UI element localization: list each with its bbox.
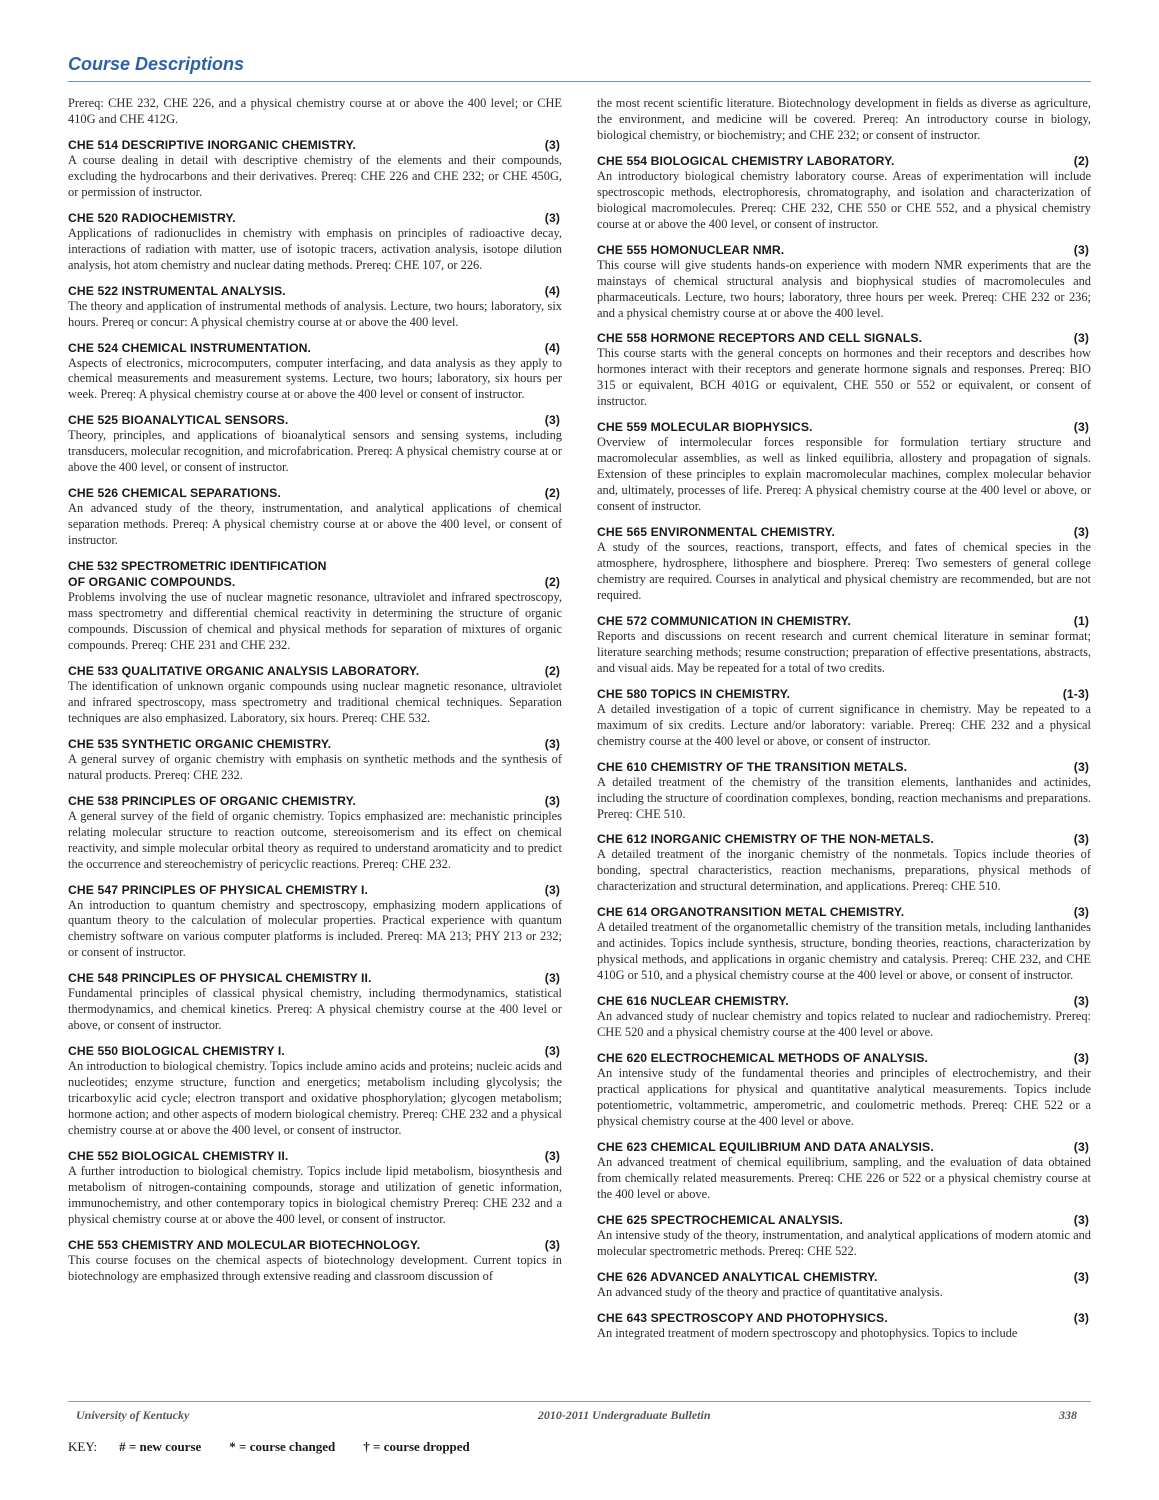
course-heading	[597, 686, 1091, 702]
course-entry	[68, 137, 562, 201]
course-title: CHE 524 CHEMICAL INSTRUMENTATION.	[68, 340, 312, 355]
course-title: CHE 526 CHEMICAL SEPARATIONS.	[68, 486, 281, 501]
course-description: A further introduction to biological chemistry. Topics include lipid metabolism, biosynthesis and metabolism of nitrogen-containing compounds, storage and utilization of genetic information, immunochemistry, and other contemporary topics in biological chemistry Prereq: CHE 232 and a physical chemistry course at or above the 400 level, or consent of instructor.	[68, 1163, 562, 1226]
course-title: CHE 623 CHEMICAL EQUILIBRIUM AND DATA ANALYSIS.	[597, 1139, 934, 1154]
course-description: This course starts with the general concepts on hormones and their receptors and describes how hormones interact with their receptors and generate hormone signals and responses. Prereq: BIO 315 or equivalent, BCH 401G or equivalent, CHE 550 or 552 or equivalent, or consent of instructor.	[597, 346, 1091, 409]
course-entry	[597, 330, 1091, 410]
course-credits: (3)	[544, 793, 560, 808]
course-title: CHE 525 BIOANALYTICAL SENSORS.	[68, 413, 289, 428]
course-title: CHE 532 SPECTROMETRIC IDENTIFICATION	[68, 559, 327, 574]
course-title: CHE 550 BIOLOGICAL CHEMISTRY I.	[68, 1044, 285, 1059]
course-title: CHE 626 ADVANCED ANALYTICAL CHEMISTRY.	[597, 1269, 878, 1284]
course-credits: (3)	[544, 210, 560, 225]
course-heading	[68, 970, 562, 986]
course-credits: (4)	[544, 283, 560, 298]
course-title: CHE 554 BIOLOGICAL CHEMISTRY LABORATORY.	[597, 153, 895, 168]
key-course-changed: * = course changed	[229, 1439, 336, 1454]
course-description: A detailed treatment of the inorganic chemistry of the nonmetals. Topics include theories of bonding, spectral characteristics, reaction mechanisms, preparations, physical methods of characterization and structural determination, and applications. Prereq: CHE 510.	[597, 847, 1091, 894]
course-description: An advanced study of nuclear chemistry and topics related to nuclear and radiochemistry. Prereq: CHE 520 and a physical chemistry course at the 400 level or above.	[597, 1009, 1091, 1040]
course-credits: (4)	[544, 340, 560, 355]
course-credits: (3)	[1073, 905, 1089, 920]
course-credits: (3)	[1073, 331, 1089, 346]
course-heading	[68, 137, 562, 153]
course-description: An introductory biological chemistry laboratory course. Areas of experimentation will include spectroscopic methods, electrophoresis, chromatography, and isolation and characterization of biological macromolecules. Prereq: CHE 232, CHE 550 or CHE 552, and a physical chemistry course at or above the 400 level, or consent of instructor.	[597, 168, 1091, 231]
course-description: A course dealing in detail with descriptive chemistry of the elements and their compounds, excluding the hydrocarbons and their derivatives. Prereq: CHE 226 and CHE 232; or CHE 450G, or permission of instructor.	[68, 152, 562, 199]
course-title: CHE 610 CHEMISTRY OF THE TRANSITION METALS.	[597, 759, 908, 774]
page-number: 338	[1058, 1408, 1077, 1422]
course-title: CHE 514 DESCRIPTIVE INORGANIC CHEMISTRY.	[68, 137, 356, 152]
page-footer	[68, 1401, 1091, 1423]
course-entry	[597, 759, 1091, 823]
course-description: A study of the sources, reactions, transport, effects, and fates of chemical species in the atmosphere, hydrosphere, lithosphere and biosphere. Prereq: Two semesters of general college chemistry are required. Courses in analytical and physical chemistry are recommended, but are not required.	[597, 540, 1091, 602]
course-entry	[597, 419, 1091, 515]
continued-text: Prereq: CHE 232, CHE 226, and a physical chemistry course at or above the 400 level; or CHE 410G and CHE 412G.	[68, 96, 562, 126]
course-title: OF ORGANIC COMPOUNDS.	[68, 575, 236, 590]
course-credits: (3)	[544, 971, 560, 986]
key-legend	[68, 1439, 470, 1455]
course-title: CHE 572 COMMUNICATION IN CHEMISTRY.	[597, 613, 852, 628]
course-heading	[597, 831, 1091, 847]
course-description: Overview of intermolecular forces responsible for formulation tertiary structure and macromolecular assemblies, as well as linked equilibria, allostery and propagation of signals. Extension of these principles to explain macromolecular machines, complex molecular behavior and, ultimately, processes of life. Prereq: A physical chemistry course at the 400 level or above, or consent of instructor.	[597, 435, 1091, 514]
course-heading	[597, 524, 1091, 540]
course-description: An integrated treatment of modern spectroscopy and photophysics. Topics to include	[597, 1325, 1018, 1340]
course-heading	[597, 330, 1091, 346]
course-description: This course focuses on the chemical aspects of biotechnology development. Current topics in biotechnology are emphasized through extensive reading and classroom discussion of	[68, 1252, 562, 1283]
course-description: Aspects of electronics, microcomputers, computer interfacing, and data analysis as they apply to chemical measurements and measurement systems. Lecture, two hours; laboratory, six hours per week. Prereq: A physical chemistry course at or above the 400 level or consent of instructor.	[68, 355, 562, 402]
course-description: A detailed investigation of a topic of current significance in chemistry. May be repeated to a maximum of six credits. Lecture and/or laboratory: variable. Prereq: CHE 232 and a physical chemistry course at the 400 level or above, or consent of instructor.	[597, 701, 1091, 748]
course-credits: (3)	[1073, 242, 1089, 257]
course-credits: (3)	[1073, 1310, 1089, 1325]
left-column	[68, 96, 562, 1294]
course-credits: (3)	[1073, 1269, 1089, 1284]
course-title: CHE 625 SPECTROCHEMICAL ANALYSIS.	[597, 1212, 843, 1227]
right-column	[597, 96, 1091, 1351]
course-heading	[597, 1310, 1091, 1326]
course-heading	[68, 283, 562, 299]
course-heading	[597, 153, 1091, 169]
course-entry	[68, 283, 562, 331]
course-entry	[68, 1237, 562, 1285]
course-entry	[68, 485, 562, 549]
course-credits: (3)	[1073, 1051, 1089, 1066]
course-description: An intensive study of the fundamental theories and principles of electrochemistry, and their practical applications for physical and quantitative analytical measurements. Topics include potentiometric, voltammetric, amperometric, and coulometric methods. Prereq: CHE 522 or a physical chemistry course at the 400 level or above.	[597, 1066, 1091, 1128]
course-credits: (3)	[1073, 1212, 1089, 1227]
course-heading	[597, 904, 1091, 920]
course-entry	[597, 1310, 1091, 1342]
course-credits: (2)	[544, 575, 560, 590]
course-credits: (3)	[1073, 759, 1089, 774]
course-title: CHE 520 RADIOCHEMISTRY.	[68, 210, 236, 225]
course-credits: (3)	[544, 1044, 560, 1059]
course-entry	[597, 904, 1091, 984]
course-entry	[597, 686, 1091, 750]
course-credits: (3)	[1073, 525, 1089, 540]
course-entry	[597, 831, 1091, 895]
course-title: CHE 555 HOMONUCLEAR NMR.	[597, 242, 785, 257]
course-credits: (2)	[1073, 153, 1089, 168]
course-title: CHE 535 SYNTHETIC ORGANIC CHEMISTRY.	[68, 736, 332, 751]
course-heading	[68, 736, 562, 752]
course-description: Theory, principles, and applications of bioanalytical sensors and sensing systems, including transducers, molecular recognition, and microfabrication. Prereq: A physical chemistry course at or above the 400 level, or consent of instructor.	[68, 428, 562, 475]
course-description: Reports and discussions on recent research and current chemical literature in seminar format; literature searching methods; resume construction; preparation of effective presentations, abstracts, and visual aids. May be repeated for a total of two credits.	[597, 628, 1091, 675]
course-description: An introduction to quantum chemistry and spectroscopy, emphasizing modern applications of quantum theory to the calculation of molecular properties. Practical experience with quantum chemistry software on various computer platforms is included. Prereq: MA 213; PHY 213 or 232; or consent of instructor.	[68, 897, 562, 960]
course-entry	[597, 1212, 1091, 1260]
course-entry	[68, 736, 562, 784]
course-entry	[68, 1043, 562, 1139]
course-description: A detailed treatment of the organometallic chemistry of the transition metals, including lanthanides and actinides. Topics include synthesis, structure, bonding theories, reactions, characterization by physical methods, and applications in organic chemistry and catalysis. Prereq: CHE 232, and CHE 410G or 510, and a physical chemistry course at the 400 level or above, or consent of instructor.	[597, 920, 1091, 983]
course-entry	[68, 663, 562, 727]
course-title: CHE 616 NUCLEAR CHEMISTRY.	[597, 994, 789, 1009]
course-title: CHE 548 PRINCIPLES OF PHYSICAL CHEMISTRY II.	[68, 971, 372, 986]
course-entry	[68, 340, 562, 404]
course-heading	[68, 574, 562, 590]
course-entry	[68, 882, 562, 962]
key-course-dropped: † = course dropped	[363, 1439, 470, 1454]
course-credits: (2)	[544, 486, 560, 501]
course-heading	[597, 1269, 1091, 1285]
course-credits: (2)	[544, 663, 560, 678]
course-description: An intensive study of the theory, instrumentation, and analytical applications of modern atomic and molecular spectrometric methods. Prereq: CHE 522.	[597, 1227, 1091, 1258]
course-credits: (3)	[1073, 1139, 1089, 1154]
course-heading	[597, 613, 1091, 629]
course-heading	[597, 759, 1091, 775]
course-heading	[68, 340, 562, 356]
footer-institution: University of Kentucky	[76, 1408, 190, 1422]
course-title: CHE 522 INSTRUMENTAL ANALYSIS.	[68, 283, 286, 298]
course-title: CHE 612 INORGANIC CHEMISTRY OF THE NON-METALS.	[597, 832, 934, 847]
course-heading	[68, 882, 562, 898]
course-title: CHE 552 BIOLOGICAL CHEMISTRY II.	[68, 1148, 289, 1163]
course-entry	[597, 1139, 1091, 1203]
course-entry	[68, 970, 562, 1034]
course-entry	[597, 242, 1091, 322]
course-title: CHE 559 MOLECULAR BIOPHYSICS.	[597, 420, 813, 435]
course-credits: (3)	[544, 413, 560, 428]
course-title: CHE 565 ENVIRONMENTAL CHEMISTRY.	[597, 525, 835, 540]
course-entry	[68, 1148, 562, 1228]
course-entry	[68, 210, 562, 274]
course-credits: (3)	[544, 137, 560, 152]
course-description: This course will give students hands-on experience with modern NMR experiments that are the mainstays of chemical structural analysis and biophysical studies of macromolecules and pharmaceuticals. Lecture, two hours; laboratory, three hours per week. Prereq: CHE 232 or 236; and a physical chemistry course at or above the 400 level.	[597, 257, 1091, 320]
page-title: Course Descriptions	[68, 54, 245, 74]
course-entry	[68, 793, 562, 873]
course-title: CHE 620 ELECTROCHEMICAL METHODS OF ANALYSIS.	[597, 1051, 929, 1066]
course-credits: (3)	[544, 1148, 560, 1163]
course-title: CHE 538 PRINCIPLES OF ORGANIC CHEMISTRY.	[68, 793, 356, 808]
course-title: CHE 553 CHEMISTRY AND MOLECULAR BIOTECHNOLOGY.	[68, 1237, 421, 1252]
course-entry	[597, 993, 1091, 1041]
course-entry	[597, 524, 1091, 604]
course-credits: (1-3)	[1062, 686, 1089, 701]
course-entry	[597, 1050, 1091, 1130]
course-heading	[597, 993, 1091, 1009]
course-heading	[68, 1043, 562, 1059]
key-new-course: # = new course	[119, 1439, 202, 1454]
course-entry	[597, 1269, 1091, 1301]
course-heading	[597, 1050, 1091, 1066]
course-description: The theory and application of instrumental methods of analysis. Lecture, two hours; laboratory, six hours. Prereq or concur: A physical chemistry course at or above the 400 level.	[68, 298, 562, 329]
course-credits: (3)	[544, 882, 560, 897]
course-heading	[68, 412, 562, 428]
course-description: An introduction to biological chemistry. Topics include amino acids and proteins; nucleic acids and nucleotides; enzyme structure, function and energetics; metabolism including glycolysis; the tricarboxylic acid cycle; electron transport and oxidative phosphorylation; glycogen metabolism; hormone action; and other aspects of modern biological chemistry. Prereq: CHE 232 and a physical chemistry course at or above the 400 level, or consent of instructor.	[68, 1059, 562, 1137]
course-heading	[68, 663, 562, 679]
key-label: KEY:	[68, 1439, 98, 1454]
course-heading	[597, 1212, 1091, 1228]
course-entry	[597, 153, 1091, 233]
page-header	[68, 53, 1091, 82]
course-heading	[68, 210, 562, 226]
course-entry	[68, 558, 562, 654]
course-title: CHE 533 QUALITATIVE ORGANIC ANALYSIS LABORATORY.	[68, 663, 420, 678]
course-title: CHE 547 PRINCIPLES OF PHYSICAL CHEMISTRY I.	[68, 882, 369, 897]
course-entry	[68, 412, 562, 476]
course-credits: (3)	[544, 1237, 560, 1252]
course-credits: (3)	[1073, 832, 1089, 847]
course-credits: (3)	[1073, 420, 1089, 435]
course-heading	[597, 242, 1091, 258]
course-credits: (1)	[1073, 613, 1089, 628]
course-description: A general survey of the field of organic chemistry. Topics emphasized are: mechanistic principles relating molecular structure to reaction outcome, stereoisomerism and its effect on chemical reactivity, and simple molecular orbital theory as required to understand aromaticity and to predict the occurrence and stereochemistry of pericyclic reactions. Prereq: CHE 232.	[68, 808, 562, 871]
continued-text: the most recent scientific literature. Biotechnology development in fields as diverse as agriculture, the environment, and medicine will be covered. Prereq: An introductory course in biology, biological chemistry, or biochemistry; and CHE 232; or consent of instructor.	[597, 96, 1091, 142]
course-heading	[68, 485, 562, 501]
course-description: Problems involving the use of nuclear magnetic resonance, ultraviolet and infrared spectroscopy, mass spectrometry and differential chemical reactivity in determining the structure of organic compounds. Discussion of chemical and physical methods for separation of mixtures of organic compounds. Prereq: CHE 231 and CHE 232.	[68, 590, 562, 652]
course-heading	[68, 1237, 562, 1253]
course-description: An advanced study of the theory and practice of quantitative analysis.	[597, 1284, 943, 1299]
course-description: An advanced study of the theory, instrumentation, and analytical applications of chemical separation methods. Prereq: A physical chemistry course at or above the 400 level, or consent of instructor.	[68, 501, 562, 548]
course-heading	[68, 1148, 562, 1164]
course-title: CHE 614 ORGANOTRANSITION METAL CHEMISTRY.	[597, 905, 905, 920]
course-description: The identification of unknown organic compounds using nuclear magnetic resonance, ultraviolet and infrared spectroscopy, mass spectrometry and traditional chemical techniques. Separation techniques are also emphasized. Laboratory, six hours. Prereq: CHE 532.	[68, 678, 562, 725]
course-credits: (3)	[544, 736, 560, 751]
course-heading	[597, 419, 1091, 435]
course-description: Fundamental principles of classical physical chemistry, including thermodynamics, statistical thermodynamics, and chemical kinetics. Prereq: A physical chemistry course at the 400 level or above, or consent of instructor.	[68, 986, 562, 1033]
course-heading	[597, 1139, 1091, 1155]
course-title: CHE 558 HORMONE RECEPTORS AND CELL SIGNALS.	[597, 331, 923, 346]
course-title: CHE 643 SPECTROSCOPY AND PHOTOPHYSICS.	[597, 1310, 888, 1325]
course-description: A detailed treatment of the chemistry of the transition elements, lanthanides and actinides, including the structure of coordination complexes, bonding, reaction mechanisms and preparations. Prereq: CHE 510.	[597, 774, 1091, 821]
course-description: Applications of radionuclides in chemistry with emphasis on principles of radioactive decay, interactions of radiation with matter, use of isotopic tracers, activation analysis, isotope dilution analysis, hot atom chemistry and nuclear dating methods. Prereq: CHE 107, or 226.	[68, 225, 562, 272]
course-entry	[597, 613, 1091, 677]
course-description: An advanced treatment of chemical equilibrium, sampling, and the evaluation of data obtained from chemically related measurements. Prereq: CHE 226 or 522 or a physical chemistry course at the 400 level or above.	[597, 1154, 1091, 1201]
course-heading	[68, 793, 562, 809]
footer-bulletin: 2010-2011 Undergraduate Bulletin	[537, 1408, 711, 1422]
course-description: A general survey of organic chemistry with emphasis on synthetic methods and the synthesis of natural products. Prereq: CHE 232.	[68, 751, 562, 782]
course-credits: (3)	[1073, 994, 1089, 1009]
course-title: CHE 580 TOPICS IN CHEMISTRY.	[597, 686, 791, 701]
